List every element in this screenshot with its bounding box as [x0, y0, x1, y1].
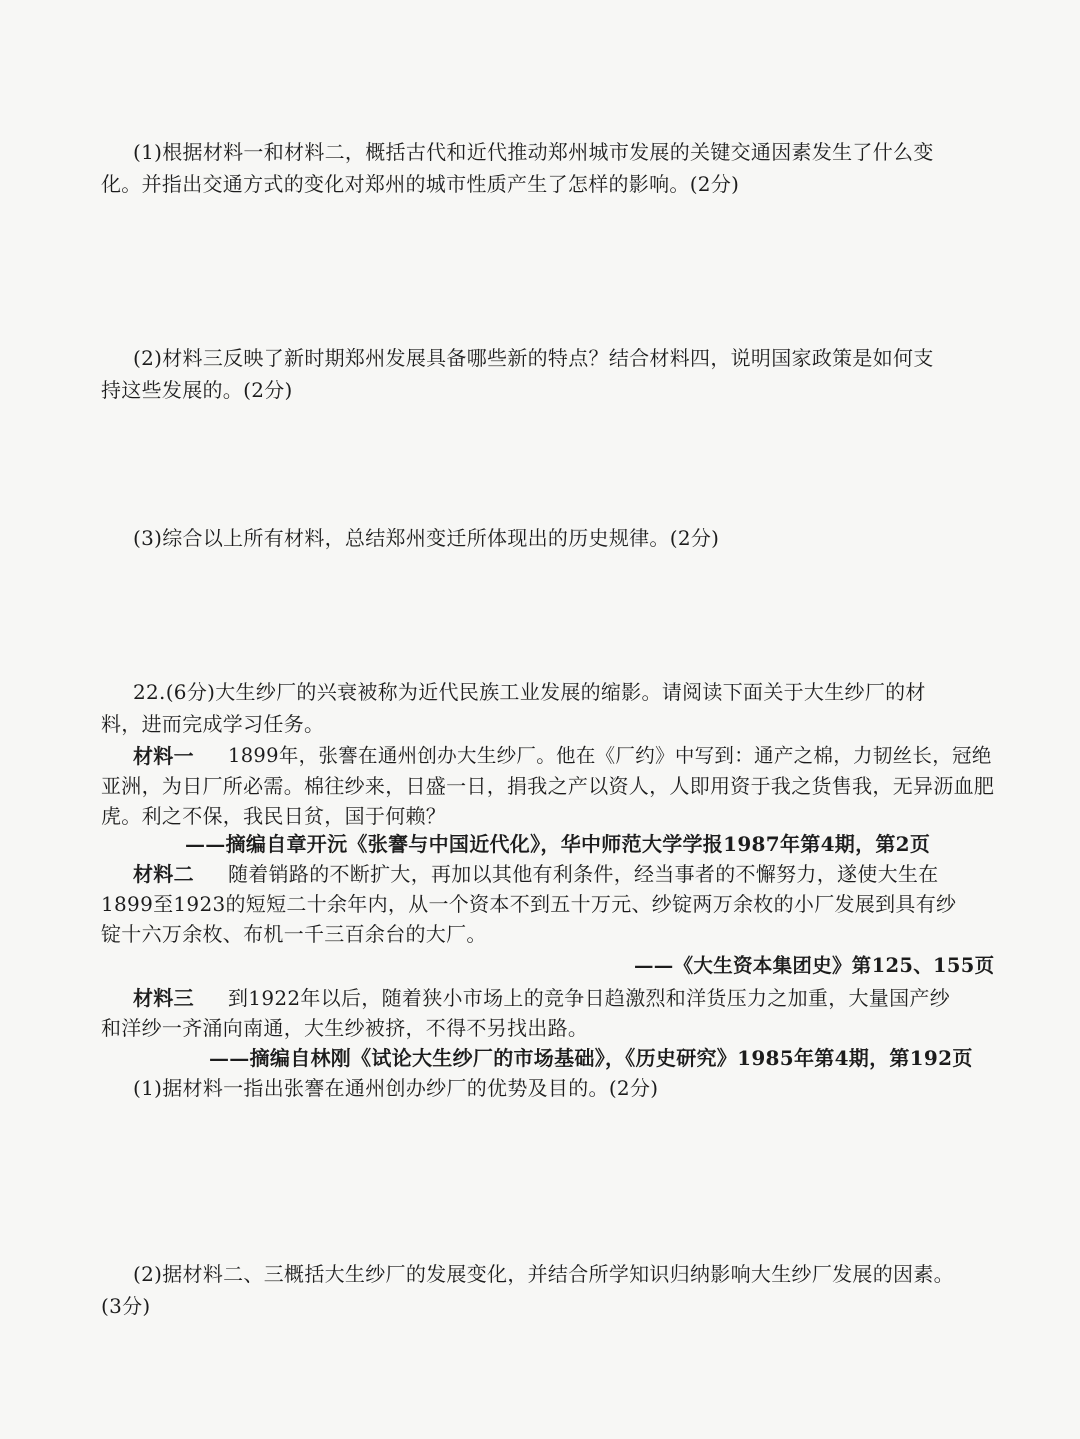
- q22-part2-line1: (2)据材料二、三概括大生纱厂的发展变化，并结合所学知识归纳影响大生纱厂发展的因素。: [133, 1262, 954, 1286]
- q21-part1-line1: (1)根据材料一和材料二，概括古代和近代推动郑州城市发展的关键交通因素发生了什么变: [133, 140, 934, 164]
- material3-line1: 到1922年以后，随着狭小市场上的竞争日趋激烈和洋货压力之加重，大量国产纱: [228, 986, 950, 1010]
- material2-line2: 1899至1923的短短二十余年内，从一个资本不到五十万元、纱锭两万余枚的小厂发展到具有纱: [101, 892, 957, 916]
- material1-source: ——摘编自章开沅《张謇与中国近代化》，华中师范大学学报1987年第4期，第2页: [185, 832, 931, 856]
- q21-part2-line1: (2)材料三反映了新时期郑州发展具备哪些新的特点？结合材料四，说明国家政策是如何支: [133, 346, 934, 370]
- material1-line1: 1899年，张謇在通州创办大生纱厂。他在《厂约》中写到：通产之棉，力韧丝长，冠绝: [228, 744, 992, 767]
- q21-part2-line2: 持这些发展的。(2分): [101, 378, 293, 402]
- q21-part3-line1: (3)综合以上所有材料，总结郑州变迁所体现出的历史规律。(2分): [133, 526, 720, 550]
- material1-line2: 亚洲，为日厂所必需。棉往纱来，日盛一日，捐我之产以资人，人即用资于我之货售我，无异沥血肥: [101, 774, 995, 798]
- q22-part2-line2: (3分): [101, 1294, 151, 1318]
- q22-part1-line1: (1)据材料一指出张謇在通州创办纱厂的优势及目的。(2分): [133, 1076, 659, 1100]
- q21-part1-line2: 化。并指出交通方式的变化对郑州的城市性质产生了怎样的影响。(2分): [101, 172, 740, 196]
- material2-source: ——《大生资本集团史》第125、155页: [634, 954, 995, 977]
- material3-line2: 和洋纱一齐涌向南通，大生纱被挤，不得不另找出路。: [101, 1016, 589, 1040]
- material3-source: ——摘编自林刚《试论大生纱厂的市场基础》，《历史研究》1985年第4期，第192页: [209, 1046, 973, 1070]
- material2-line3: 锭十六万余枚、布机一千三百余台的大厂。: [101, 922, 487, 946]
- q22-intro-line1: 22.(6分)大生纱厂的兴衰被称为近代民族工业发展的缩影。请阅读下面关于大生纱厂的材: [133, 680, 926, 704]
- material3-label: 材料三: [133, 986, 194, 1010]
- material2-label: 材料二: [133, 862, 194, 886]
- material1-label: 材料一: [133, 744, 194, 768]
- q22-intro-line2: 料，进而完成学习任务。: [101, 712, 325, 736]
- material2-line1: 随着销路的不断扩大，再加以其他有利条件，经当事者的不懈努力，遂使大生在: [228, 862, 939, 886]
- material1-line3: 虎。利之不保，我民日贫，国于何赖？: [101, 804, 447, 828]
